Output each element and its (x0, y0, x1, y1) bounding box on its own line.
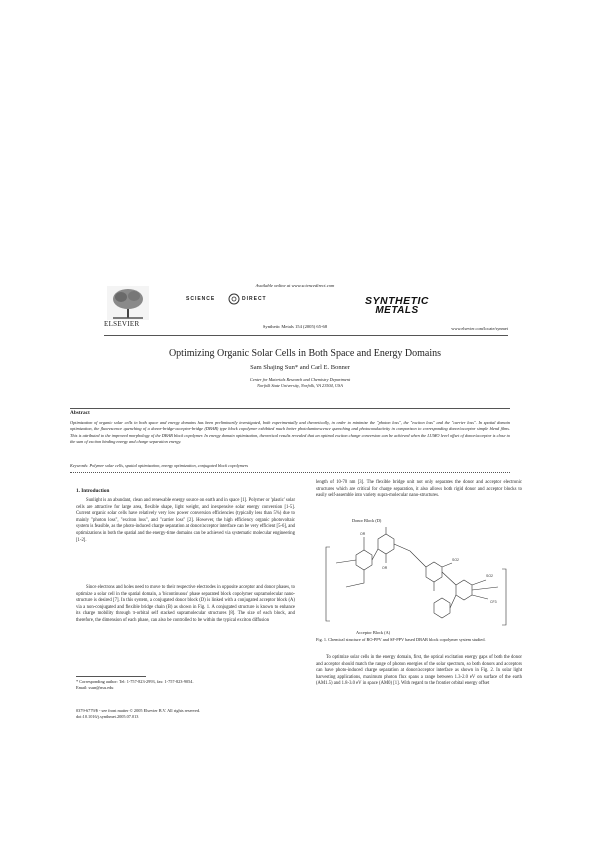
sulfone-chain (434, 563, 452, 591)
vinylene-bond (450, 595, 456, 608)
doi-line: doi:10.1016/j.synthmet.2005.07.013 (76, 714, 139, 719)
benzene-ring (378, 534, 394, 554)
polymer-bracket-right (502, 569, 506, 625)
benzene-ring (434, 598, 450, 618)
col2-paragraph-1: length of 10-70 nm [3]. The flexible bridge unit not only separates the donor and acceptor electronic structures which are critical for charge separation, it also allows both rigid donor and acceptor blocks to easily self-assemble into variety supra-molecular nano-structures. (316, 480, 522, 499)
chemical-structure-figure (316, 525, 522, 629)
abstract-text: Optimization of organic solar cells in both space and energy domains has been preliminarily investigated, both experimentally and theoretically, in order to minimize the "photon loss", the "exciton loss" and the "carrier loss". In spatial domain optimization, the fluorescence quenching of a donor-bridge-acceptor-bridge (DBAB) type block copolymer exhibited much better photoluminescence quenching and photoconductivity in comparison to corresponding donor/acceptor simple blend films. This is attributed to the improved morphology of the DBAB block copolymer. In energy domain optimization, theoretical results revealed that an optimal exciton charge conversion can be achieved when the LUMO level offset of donor/acceptor is close to the sum of exciton binding energy and charge separation energy. (70, 420, 510, 444)
vinylene-bond (372, 549, 378, 560)
intro-paragraph-2: Since electrons and holes need to move to their respective electrodes in opposite acceptor and donor phases, to optimize a solar cell in the spatial domain, a 'bicontinuous' phase separated block copolymer supramolecular nano-structure is desired [7]. In this system, a conjugated donor block (D) is linked with a conjugated acceptor block (A) via a non-conjugated and flexible bridge chain (B) as shown in Fig. 1. A conjugated structure is known to enhance its charge mobility through π-orbital self stacked supramolecular structures [8]. The size of each block, and therefore, the dimension of each phase, can also be controlled to be within the typical exciton diffusion (76, 585, 295, 623)
benzene-ring (356, 550, 372, 570)
available-online-text: Available online at www.sciencedirect.com (255, 283, 335, 288)
svg-text:OR: OR (382, 566, 388, 570)
abstract-rule-top (70, 408, 510, 409)
acceptor-block-label: Acceptor Block (A) (356, 630, 391, 635)
affiliation-line-1: Center for Materials Research and Chemistry Department (249, 377, 351, 382)
svg-text:OR: OR (360, 532, 366, 536)
svg-text:CF3: CF3 (490, 600, 497, 604)
vinylene-bond (394, 544, 426, 567)
article-title: Optimizing Organic Solar Cells in Both Space and Energy Domains (168, 348, 442, 359)
intro-paragraph-1: Sunlight is an abundant, clean and renewable energy source on earth and in space [1]. Polymer or 'plastic' solar cells are attractive for large area, flexible shape, light weight, and inexpensive solar energy conversion [1-5]. Current organic solar cells have relatively very low power conversion efficiencies (typically less than 5%) due to mainly "photon loss", "exciton loss", and "carrier loss" [2]. However, the high efficiency organic photovoltaic system is feasible, as the photo-induced charge separation at donor/acceptor interface can be very efficient [5-6], and optimizations in both the spatial and the energy-time domains can be achieved via systematic molecular engineering [1-2]. (76, 498, 296, 543)
elsevier-tree-icon (107, 286, 149, 320)
vinylene-bond (442, 572, 456, 585)
copyright-line: 0379-6779/$ - see front matter © 2005 Elsevier B.V. All rights reserved. (76, 708, 201, 713)
benzene-ring (426, 562, 442, 582)
svg-text:SO2: SO2 (452, 558, 460, 562)
science-text: SCIENCE (186, 296, 216, 302)
benzene-ring (456, 580, 472, 600)
col2-paragraph-2: To optimize solar cells in the energy domain, first, the optical excitation energy gaps of both the donor and acceptor should match the range of photon energies of the solar spectrum, so both donors and acceptors can have photo-induced charge separation at donor/acceptor interface as shown in Fig. 2. In solar light harvesting applications, maximum photon flux spans a range between 1.3-2.0 eV on surface of the earth (AM1.5) and 1.8-3.0 eV in space (AM0) [1]. With regard to the frontier orbital energy offset (316, 655, 522, 687)
at-circle-icon (227, 293, 241, 305)
journal-citation: Synthetic Metals 154 (2005) 65-68 (262, 324, 328, 329)
article-authors: Sam Shajing Sun* and Carl E. Bonner (250, 364, 350, 371)
header-rule (104, 335, 508, 336)
abstract-rule-bottom (70, 472, 510, 473)
journal-url: www.elsevier.com/locate/synmet (451, 326, 508, 331)
figure-1-caption: Fig. 1. Chemical structure of RO-PPV and SF-PPV based DBAB block copolymer system studied. (316, 637, 486, 642)
synthetic-metals-logo (356, 297, 438, 322)
keywords: Keywords: Polymer solar cells, spatial optimization, energy optimization, conjugated block copolymers (70, 463, 249, 468)
bridge-chain (472, 587, 498, 590)
footnote-line-2: Email: ssun@nsu.edu (76, 685, 114, 690)
end-group (336, 560, 356, 563)
footnote-line-1: * Corresponding author: Tel: 1-757-823-2993, fax: 1-757-823-9054. (76, 679, 194, 684)
direct-text: DIRECT (242, 296, 267, 302)
affiliation-line-2: Norfolk State University, Norfolk, VA 23504, USA (257, 383, 343, 388)
section-heading-introduction: 1. Introduction (76, 488, 110, 494)
abstract-heading: Abstract (70, 410, 90, 416)
journal-logo-line1: SYNTHETIC (364, 295, 429, 307)
svg-text:SO2: SO2 (486, 574, 494, 578)
publisher-name: ELSEVIER (104, 320, 140, 328)
alkoxy-chain (346, 537, 364, 587)
donor-block-label: Donor Block (D) (352, 518, 382, 523)
polymer-bracket-left (326, 547, 330, 621)
footnote-rule (76, 676, 146, 677)
journal-logo-line2: METALS (375, 305, 419, 316)
